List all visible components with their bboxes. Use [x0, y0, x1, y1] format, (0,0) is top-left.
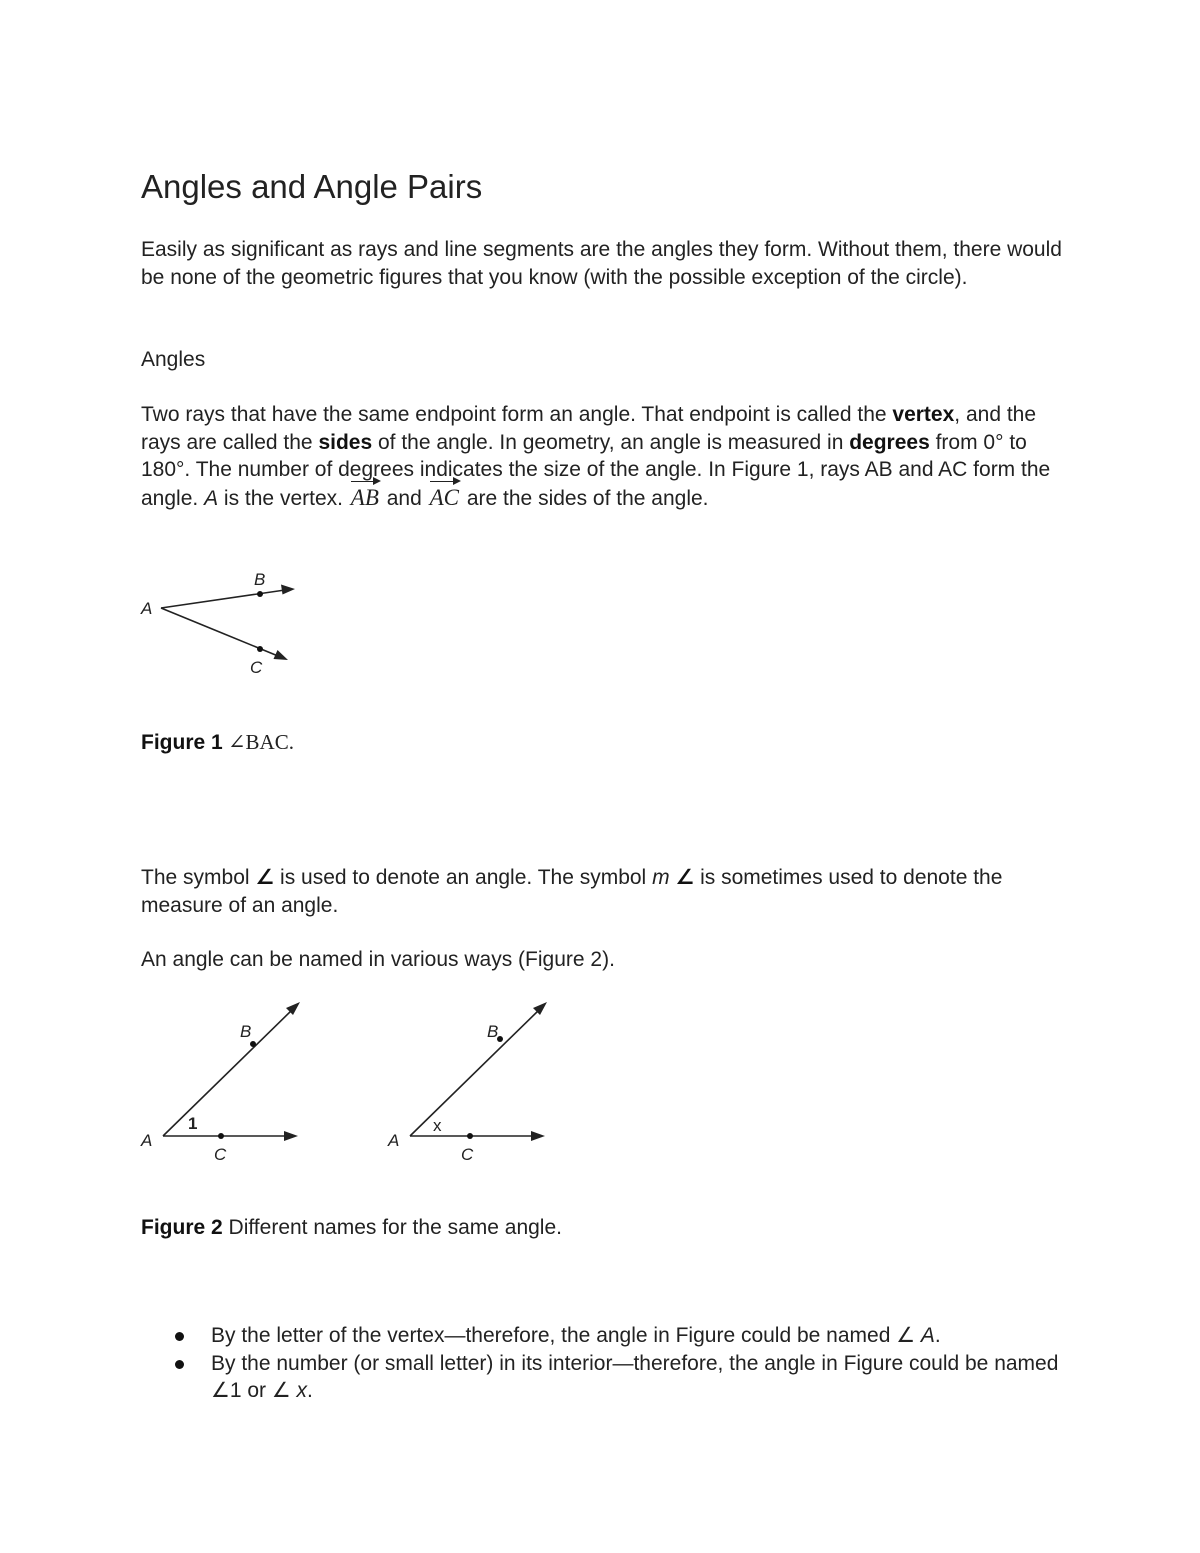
left-ray-ac-arrowhead	[284, 1131, 298, 1141]
bullet-end: .	[934, 1324, 941, 1347]
figure1-diagram	[135, 565, 315, 680]
ray-ab-arrowhead	[281, 585, 295, 595]
def-text-4: from 0° to 180°. The number of degrees indicates the size of the angle. In Figure 1, rays AB and AC form the angle.	[141, 430, 1051, 510]
figure2-left-diagram	[135, 995, 315, 1170]
left-point-c	[218, 1133, 224, 1139]
symbol-text-1: The symbol	[141, 866, 256, 889]
section-heading: Angles	[141, 348, 206, 371]
right-ray-ab-line	[410, 1009, 540, 1136]
bullet-item-interior	[141, 1350, 1081, 1405]
right-label-b: B	[487, 1022, 499, 1041]
figure1-caption-text: ∠BAC.	[222, 730, 294, 754]
label-a: A	[141, 599, 153, 618]
measure-angle-symbol: ∠	[669, 866, 695, 889]
left-interior-label: 1	[188, 1114, 198, 1133]
figure1-caption-label: Figure 1	[141, 731, 223, 754]
def-text-2: , and the rays are called the	[141, 403, 1037, 454]
naming-bullet-list	[141, 1322, 1081, 1405]
ray-ab-line	[161, 590, 285, 608]
left-label-a: A	[141, 1131, 153, 1150]
label-b: B	[254, 570, 266, 589]
figure2-caption-label: Figure 2	[141, 1216, 223, 1239]
ray-ac-arrowhead	[274, 650, 289, 660]
def-text-5: is the vertex.	[218, 486, 349, 510]
symbol-text-2: is used to denote an angle. The symbol	[274, 866, 653, 889]
figure2-caption-text: Different names for the same angle.	[222, 1216, 562, 1239]
term-sides: sides	[318, 430, 373, 454]
naming-intro: An angle can be named in various ways (Figure 2).	[141, 948, 615, 971]
bullet-item-vertex	[141, 1322, 1081, 1350]
point-b	[257, 591, 263, 597]
left-ray-ab-line	[163, 1009, 293, 1136]
angle-symbol: ∠	[255, 866, 275, 889]
bullet-end: .	[307, 1379, 313, 1402]
symbol-paragraph	[141, 864, 1081, 919]
figure1-caption	[141, 729, 1081, 757]
right-label-c: C	[461, 1145, 474, 1164]
right-ray-ac-arrowhead	[531, 1131, 545, 1141]
measure-m: m	[652, 866, 670, 889]
right-label-a: A	[388, 1131, 400, 1150]
def-text-6: are the sides of the angle.	[461, 486, 709, 510]
term-vertex: vertex	[892, 403, 955, 426]
term-degrees: degrees	[849, 430, 930, 454]
figure2-caption	[141, 1214, 1081, 1242]
figure2-right-diagram	[382, 995, 562, 1170]
intro-paragraph: Easily as significant as rays and line segments are the angles they form. Without them, there would be none of the geometric figures that you know (with the possible exception of the circle).	[141, 238, 1062, 289]
definition-paragraph	[141, 401, 1081, 512]
bullet-italic-letter: A	[920, 1324, 935, 1347]
bullet-italic-letter: x	[296, 1379, 308, 1402]
right-point-c	[467, 1133, 473, 1139]
label-c: C	[250, 658, 263, 677]
def-text-1: Two rays that have the same endpoint form an angle. That endpoint is called the	[141, 403, 893, 426]
left-label-c: C	[214, 1145, 227, 1164]
left-label-b: B	[240, 1022, 252, 1041]
left-point-b	[250, 1041, 256, 1047]
page-title: Angles and Angle Pairs	[141, 168, 483, 205]
bullet-text: By the number (or small letter) in its interior—therefore, the angle in Figure could be named ∠1 or ∠	[211, 1351, 1059, 1402]
ray-ab-vector: AB	[350, 484, 379, 510]
def-text-and: and	[380, 486, 428, 510]
right-interior-label: x	[433, 1116, 442, 1135]
ray-ac-vector: AC	[429, 484, 460, 510]
symbol-text-4: is sometimes used to denote the measure of an angle.	[141, 866, 1003, 917]
def-text-3: of the angle. In geometry, an angle is measured in	[372, 430, 850, 454]
point-c	[257, 646, 263, 652]
bullet-text: By the letter of the vertex—therefore, the angle in Figure could be named ∠	[211, 1324, 921, 1347]
vertex-letter: A	[204, 486, 219, 510]
